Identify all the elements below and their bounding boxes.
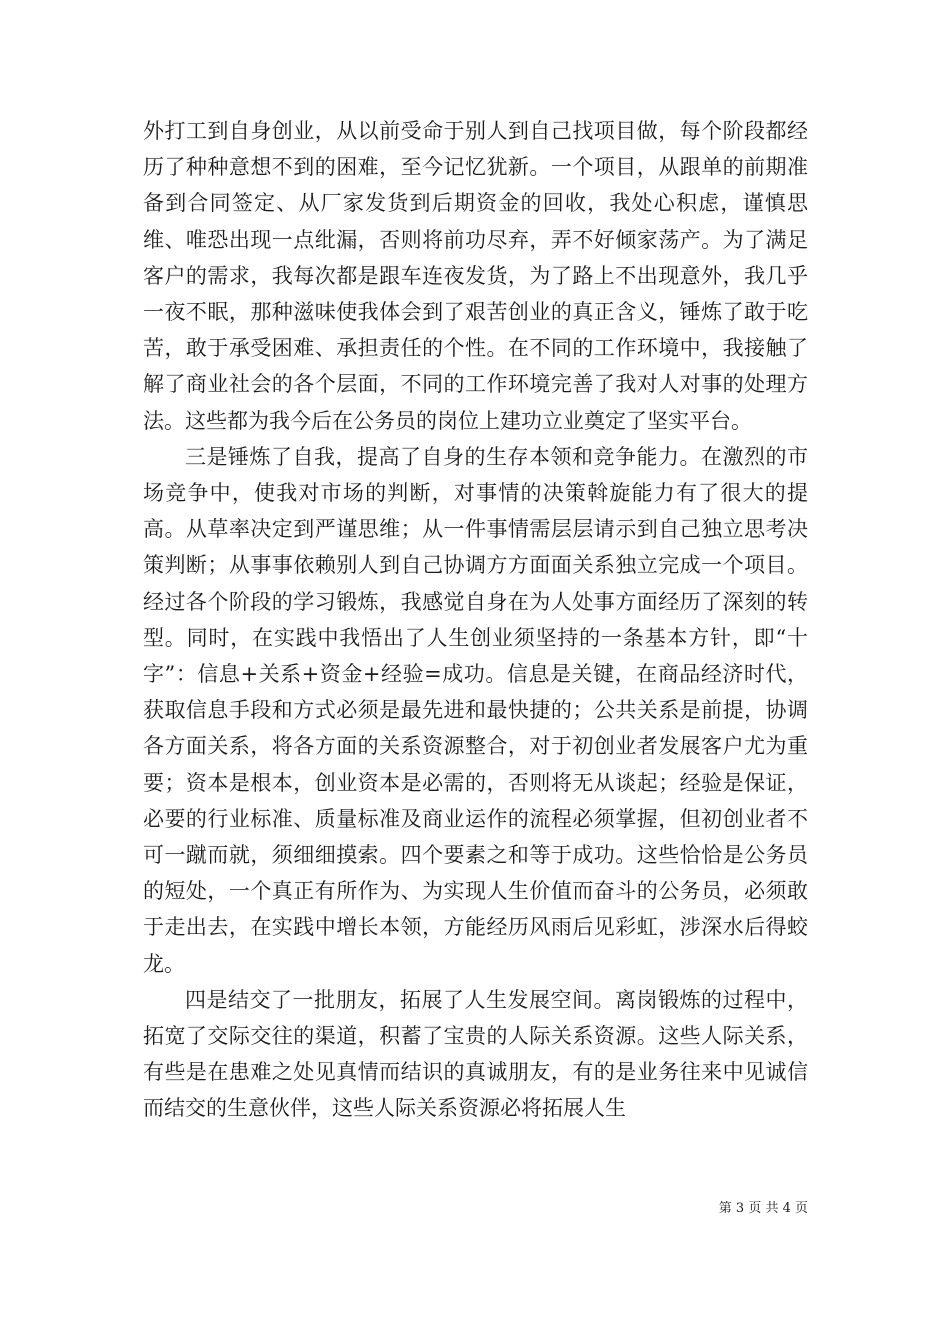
paragraph-2: 三是锤炼了自我，提高了自身的生存本领和竞争能力。在激烈的市场竞争中，使我对市场的判断，对事情的决策斡旋能力有了很大的提高。从草率决定到严谨思维；从一件事情需层层请示到自己独立思考决策判断；从事事依赖别人到自己协调方方面面关系独立完成一个项目。经过各个阶段的学习锻炼，我感觉自身在为人处事方面经历了深刻的转型。同时，在实践中我悟出了人生创业须坚持的一条基本方针，即“十字”：信息+关系+资金+经验=成功。信息是关键，在商品经济时代，获取信息手段和方式必须是最先进和最快捷的；公共关系是前提，协调各方面关系，将各方面的关系资源整合，对于初创业者发展客户尤为重要；资本是根本，创业资本是必需的，否则将无从谈起；经验是保证，必要的行业标准、质量标准及商业运作的流程必须掌握，但初创业者不可一蹴而就，须细细摸索。四个要素之和等于成功。这些恰恰是公务员的短处，一个真正有所作为、为实现人生价值而奋斗的公务员，必须敢于走出去，在实践中增长本领，方能经历风雨后见彩虹，涉深水后得蛟龙。: [143, 444, 808, 976]
page-number-footer: 第 3 页 共 4 页: [718, 1201, 808, 1216]
paragraph-1: 外打工到自身创业，从以前受命于别人到自己找项目做，每个阶段都经历了种种意想不到的困难，至今记忆犹新。一个项目，从跟单的前期准备到合同签定、从厂家发货到后期资金的回收，我处心积虑，谨慎思维、唯恐出现一点纰漏，否则将前功尽弃，弄不好倾家荡产。为了满足客户的需求，我每次都是跟车连夜发货，为了路上不出现意外，我几乎一夜不眠，那种滋味使我体会到了艰苦创业的真正含义，锤炼了敢于吃苦，敢于承受困难、承担责任的个性。在不同的工作环境中，我接触了解了商业社会的各个层面，不同的工作环境完善了我对人对事的处理方法。这些都为我今后在公务员的岗位上建功立业奠定了坚实平台。: [143, 119, 808, 433]
body-text: [143, 113, 808, 1127]
paragraph-3: 四是结交了一批朋友，拓展了人生发展空间。离岗锻炼的过程中，拓宽了交际交往的渠道，积蓄了宝贵的人际关系资源。这些人际关系，有些是在患难之处见真情而结识的真诚朋友，有的是业务往来中见诚信而结交的生意伙伴，这些人际关系资源必将拓展人生: [143, 987, 808, 1121]
